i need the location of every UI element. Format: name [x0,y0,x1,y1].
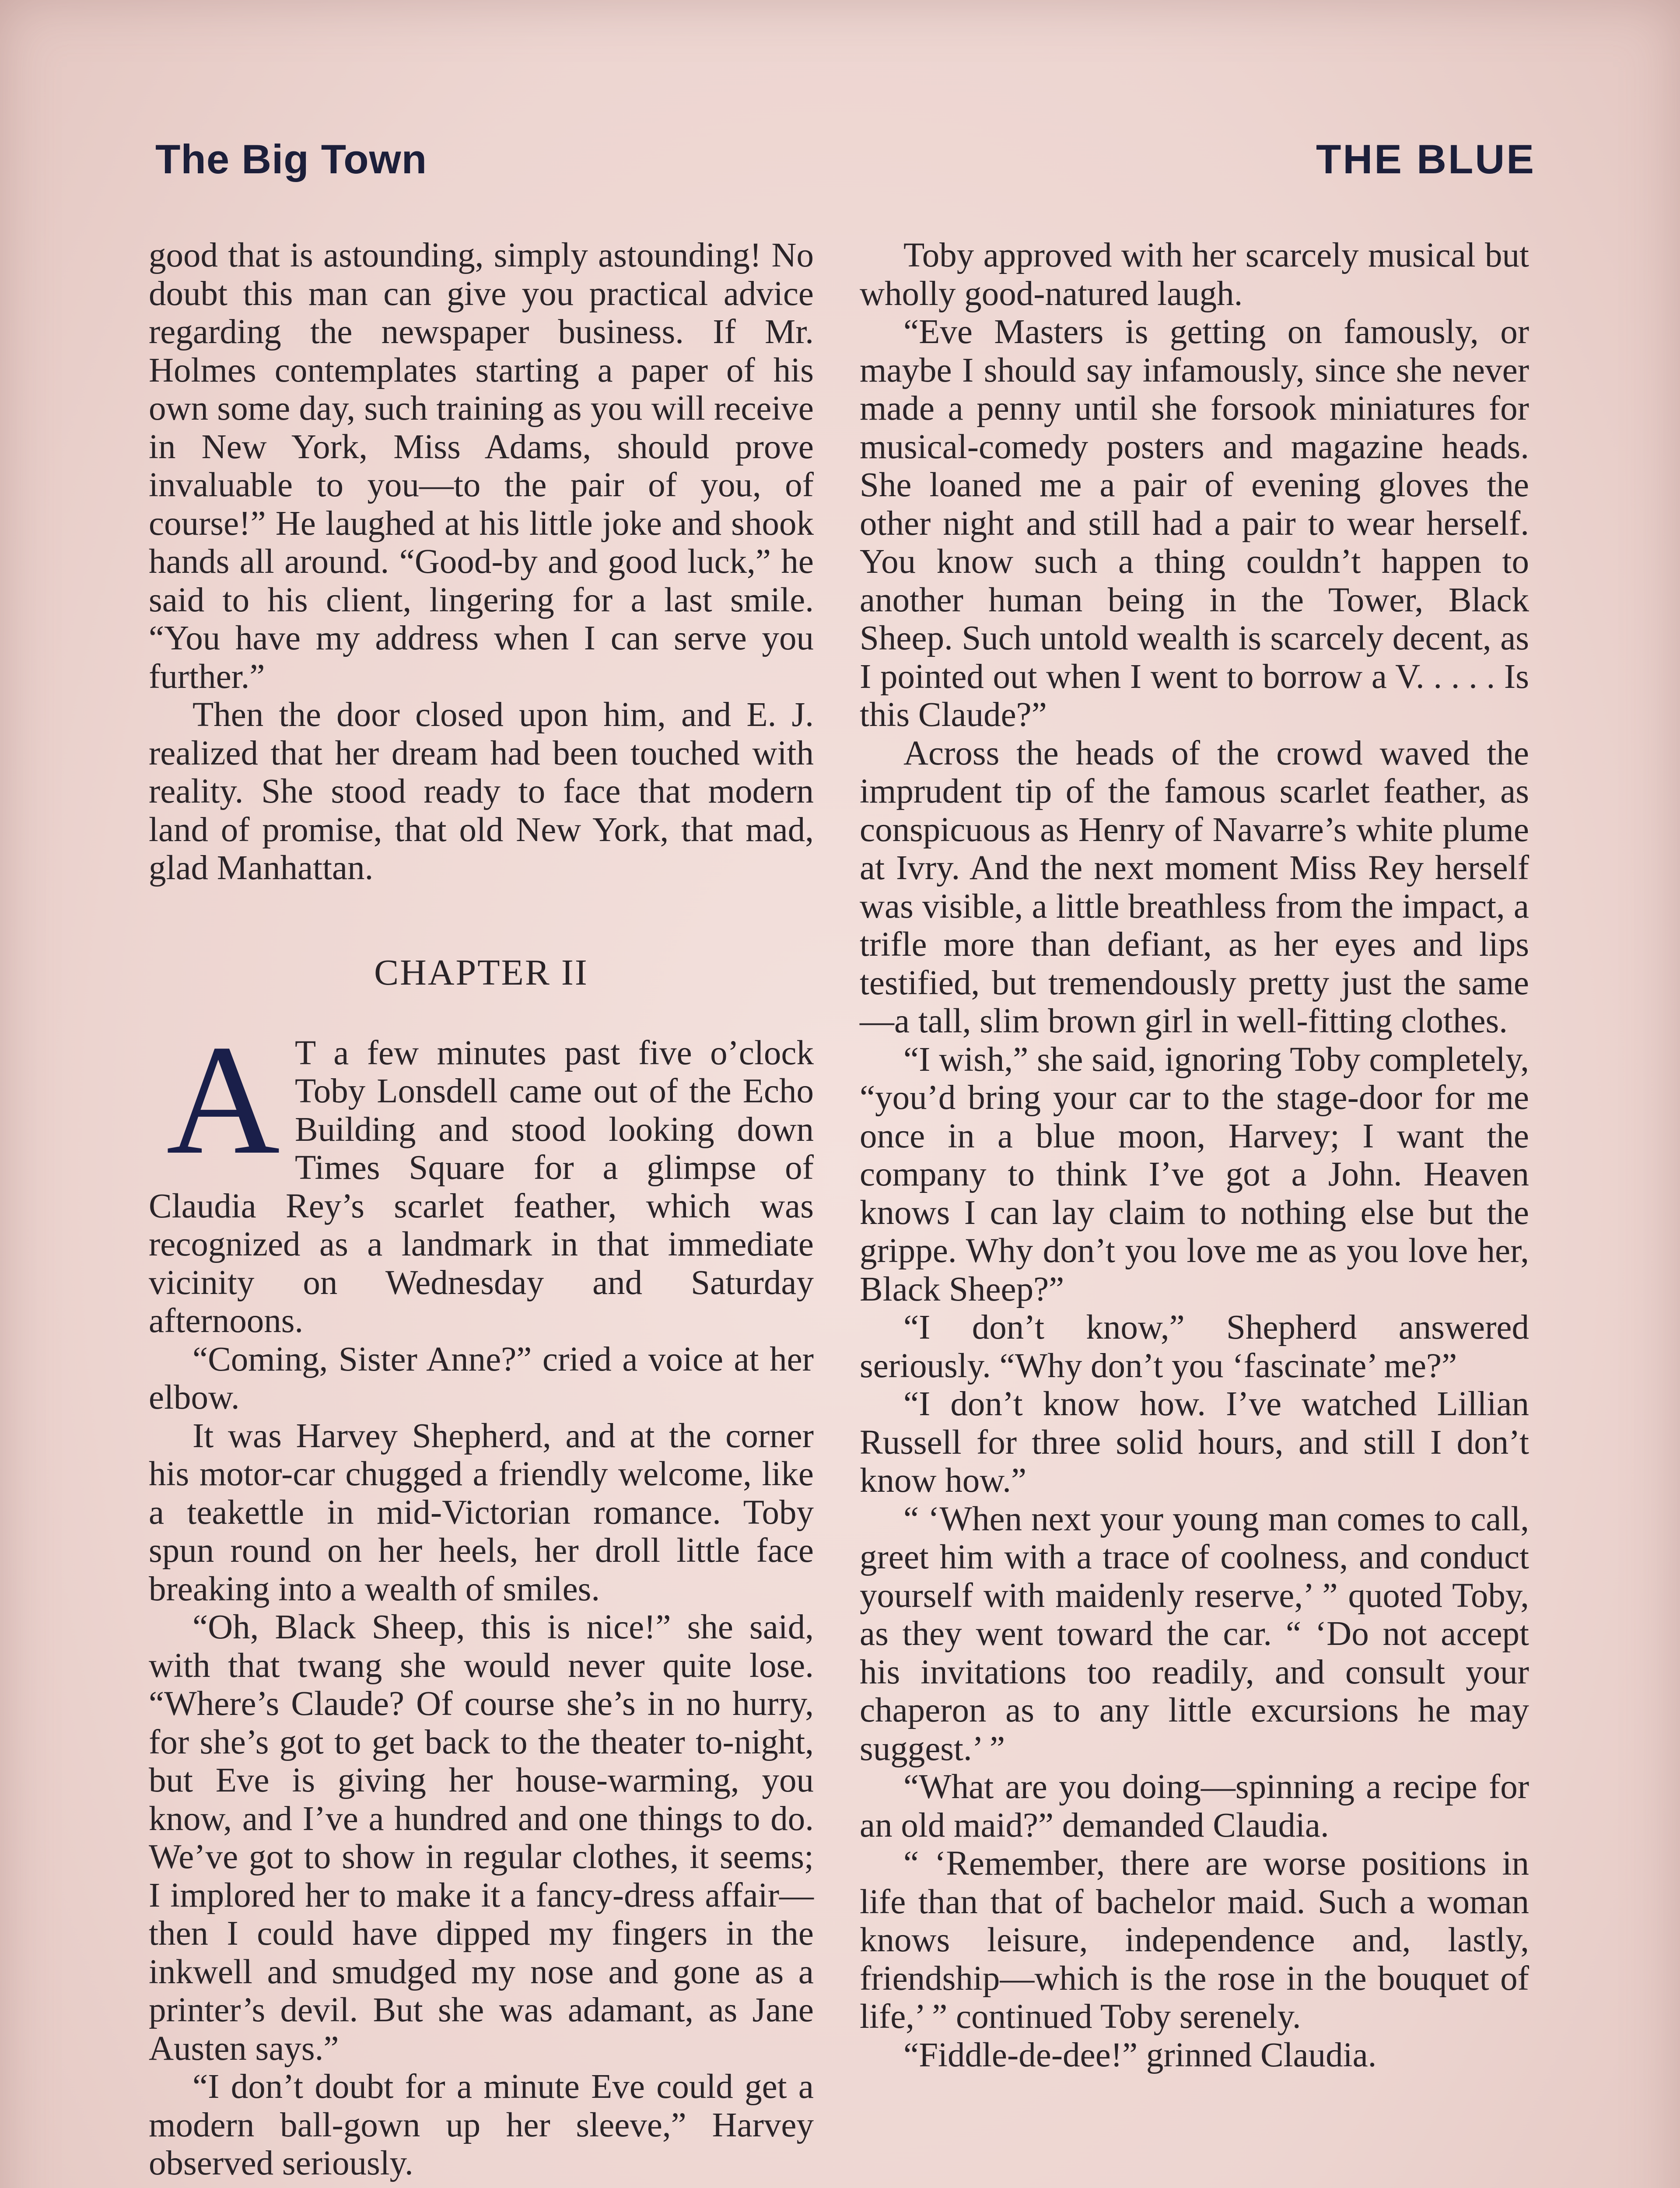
paragraph: “Eve Masters is getting on famously, or maybe I should say infamously, since she never made a penny until she forsook miniatures for musical-comedy posters and magazine heads. She loaned me a pair of evening gloves the other night and still had a pair to wear herself. You know such a thing couldn’t happen to another human being in the Tower, Black Sheep. Such untold wealth is scarcely decent, as I pointed out when I went to borrow a V. . . . . Is this Claude?” [860,313,1529,734]
paragraph: “I don’t know how. I’ve watched Lillian Russell for three solid hours, and still I don’t know how.” [860,1385,1529,1500]
text-column-right [860,236,1529,2074]
running-head-right: THE BLUE [1316,136,1536,182]
chapter-heading: CHAPTER II [374,952,588,993]
paragraph: good that is astounding, simply astounding! No doubt this man can give you practical advice regarding the newspaper business. If Mr. Holmes contemplates starting a paper of his own some day, such training as you will receive in New York, Miss Adams, should prove invaluable to you—to the pair of you, of course!” He laughed at his little joke and shook hands all around. “Good-by and good luck,” he said to his client, lingering for a last smile. “You have my address when I can serve you further.” [149,236,814,696]
chapter-opening-text: T a few minutes past five o’clock Toby Lonsdell came out of the Echo Building and stood looking down Times Square for a glimpse of Claudia Rey’s scarlet feather, which was recognized as a landmark in that immediate vicinity on Wednesday and Saturday afternoons. [149,1034,814,1340]
paragraph: It was Harvey Shepherd, and at the corner his motor-car chugged a friendly welcome, like a teakettle in mid-Victorian romance. Toby spun round on her heels, her droll little face breaking into a wealth of smiles. [149,1417,814,1608]
paragraph: Then the door closed upon him, and E. J. realized that her dream had been touched with reality. She stood ready to face that modern land of promise, that old New York, that mad, glad Manhattan. [149,696,814,887]
paragraph: “ ‘When next your young man comes to call, greet him with a trace of coolness, and conduct yourself with maidenly reserve,’ ” quoted Toby, as they went toward the car. “ ‘Do not accept his invitations too readily, and consult your chaperon as to any little excursions he may suggest.’ ” [860,1500,1529,1768]
paragraph: Toby approved with her scarcely musical but wholly good-natured laugh. [860,236,1529,313]
running-head-left: The Big Town [155,136,427,182]
chapter-opening-paragraph [149,1012,814,1340]
paragraph: “Fiddle-de-dee!” grinned Claudia. [903,2036,1377,2074]
paragraph: “I don’t doubt for a minute Eve could get a modern ball-gown up her sleeve,” Harvey observed seriously. [149,2068,814,2182]
paragraph: “What are you doing—spinning a recipe for an old maid?” demanded Claudia. [860,1768,1529,1844]
paragraph: “Coming, Sister Anne?” cried a voice at her elbow. [149,1340,814,1417]
paragraph: “Oh, Black Sheep, this is nice!” she said, with that twang she would never quite lose. “Where’s Claude? Of course she’s in no hurry, for she’s got to get back to the theater to-night, but Eve is giving her house-warming, you know, and I’ve a hundred and one things to do. We’ve got to show in regular clothes, it seems; I implored her to make it a fancy-dress affair—then I could have dipped my fingers in the inkwell and smudged my nose and gone as a printer’s devil. But she was adamant, as Jane Austen says.” [149,1608,814,2068]
paragraph: “I wish,” she said, ignoring Toby completely, “you’d bring your car to the stage-door for me once in a blue moon, Harvey; I want the company to think I’ve got a John. Heaven knows I can lay claim to nothing else but the grippe. Why don’t you love me as you love her, Black Sheep?” [860,1040,1529,1308]
paragraph: Across the heads of the crowd waved the imprudent tip of the famous scarlet feather, as conspicuous as Henry of Navarre’s white plume at Ivry. And the next moment Miss Rey herself was visible, a little breathless from the impact, a trifle more than defiant, as her eyes and lips testified, but tremendously pretty just the same—a tall, slim brown girl in well-fitting clothes. [860,734,1529,1040]
drop-cap: A [166,1012,280,1187]
text-column-left [149,236,814,2183]
paragraph: “ ‘Remember, there are worse positions in life than that of bachelor maid. Such a woman knows leisure, independence and, lastly, friendship—which is the rose in the bouquet of life,’ ” continued Toby serenely. [860,1844,1529,2036]
paragraph: “I don’t know,” Shepherd answered seriously. “Why don’t you ‘fascinate’ me?” [860,1308,1529,1385]
